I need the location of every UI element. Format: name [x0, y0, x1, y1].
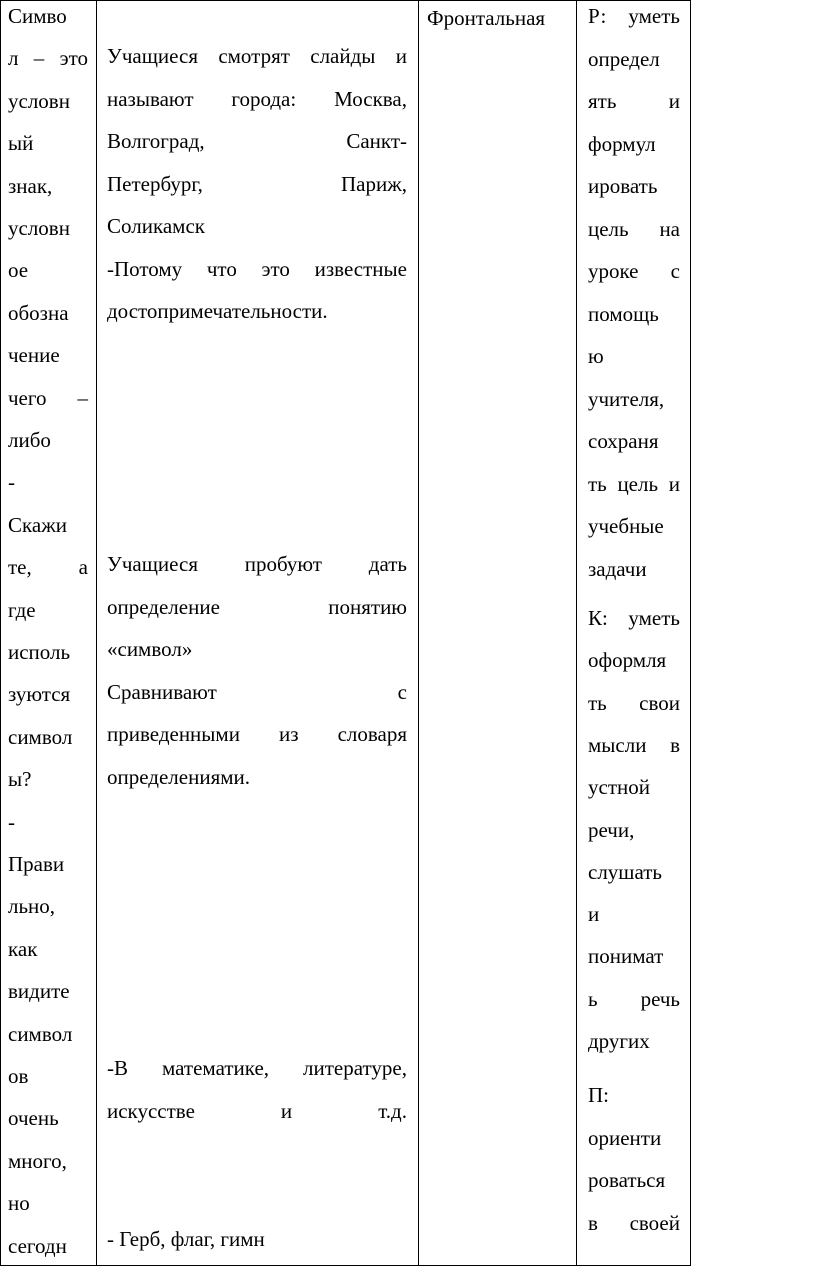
- word: цель: [617, 471, 659, 496]
- column-divider-1: [96, 0, 97, 1266]
- outcome-cognitive-line: [588, 1211, 680, 1235]
- teacher-text-line: символ: [8, 724, 73, 749]
- word: города:: [231, 86, 297, 111]
- student-text-line: [107, 257, 407, 281]
- work-form-label: Фронтальная: [427, 6, 546, 30]
- word: ь: [588, 986, 598, 1011]
- teacher-text-line: видите: [8, 979, 70, 1004]
- word: определение: [107, 594, 220, 619]
- word: –: [33, 46, 45, 71]
- word: что: [206, 256, 237, 281]
- word: известные: [314, 256, 407, 281]
- outcome-communicative-line: [588, 733, 680, 757]
- word: своей: [629, 1210, 680, 1235]
- word: уметь: [628, 4, 680, 28]
- teacher-text-line: но: [8, 1191, 30, 1216]
- word: Учащиеся: [107, 552, 198, 576]
- student-text-line: Соликамск: [107, 214, 205, 238]
- word: уроке: [588, 259, 639, 283]
- teacher-text-line: [8, 555, 88, 579]
- outcome-regulative-line: задачи: [588, 556, 647, 581]
- outcome-communicative-line: [588, 606, 680, 630]
- table-border-right: [690, 0, 691, 1266]
- column-divider-2: [418, 0, 419, 1266]
- outcome-regulative-line: ировать: [588, 174, 658, 198]
- outcome-regulative-line: [588, 89, 680, 113]
- word: смотрят: [218, 44, 290, 68]
- teacher-text-line: льно,: [8, 894, 56, 919]
- teacher-text-line: -: [8, 470, 15, 495]
- teacher-text-line: очень: [8, 1106, 59, 1131]
- teacher-text-line: ов: [8, 1064, 29, 1088]
- outcome-regulative-line: учебные: [588, 514, 664, 538]
- word: Париж,: [341, 171, 407, 196]
- teacher-text-line: символ: [8, 1021, 73, 1046]
- outcome-regulative-line: ю: [588, 344, 604, 368]
- table-border-top: [0, 0, 691, 1]
- word: это: [59, 46, 88, 71]
- word: Санкт-: [346, 129, 407, 153]
- teacher-text-line: зуются: [8, 682, 71, 707]
- word: Сравнивают: [107, 679, 217, 704]
- word: а: [78, 555, 88, 580]
- word: цель: [588, 216, 629, 241]
- student-text-line: [107, 172, 407, 196]
- word: чего: [8, 385, 47, 410]
- word: понятию: [328, 594, 407, 619]
- student-text-line: [107, 722, 407, 746]
- word: ть: [588, 690, 607, 715]
- word: Петербург,: [107, 171, 203, 196]
- word: те,: [8, 555, 32, 580]
- word: -Потому: [107, 256, 183, 281]
- outcome-communicative-line: речи,: [588, 817, 635, 842]
- student-text-line: [107, 680, 407, 704]
- outcome-communicative-line: [588, 691, 680, 715]
- outcome-communicative-line: и: [588, 902, 600, 927]
- word: –: [77, 385, 88, 410]
- word: свои: [639, 690, 680, 715]
- teacher-text-line: чение: [8, 343, 60, 368]
- outcome-communicative-line: слушать: [588, 859, 663, 884]
- word: речь: [640, 986, 680, 1011]
- word: из: [278, 722, 299, 746]
- table-border-bottom: [0, 1265, 691, 1266]
- teacher-text-line: Симво: [8, 4, 67, 28]
- outcome-cognitive-line: роваться: [588, 1168, 666, 1192]
- word: дать: [368, 552, 407, 576]
- outcome-communicative-line: оформля: [588, 648, 667, 673]
- student-text-line: достопримечательности.: [107, 299, 328, 323]
- word: пробуют: [244, 552, 322, 576]
- student-text-line: [107, 1056, 407, 1080]
- word: и: [280, 1098, 293, 1123]
- teacher-text-line: [8, 386, 88, 410]
- outcome-regulative-line: [588, 4, 680, 28]
- word: называют: [107, 86, 194, 111]
- student-text-line: [107, 595, 407, 619]
- word: Волгоград,: [107, 129, 205, 153]
- word: литературе,: [303, 1056, 407, 1080]
- word: математике,: [162, 1056, 270, 1080]
- student-text-line: [107, 1099, 407, 1123]
- word: и: [395, 44, 407, 68]
- outcome-regulative-line: сохраня: [588, 429, 659, 453]
- teacher-text-line: ое: [8, 258, 29, 283]
- word: и: [668, 471, 680, 496]
- teacher-text-line: где: [8, 597, 36, 622]
- teacher-text-line: условн: [8, 216, 70, 240]
- word: -В: [107, 1056, 128, 1080]
- word: К:: [588, 606, 608, 630]
- teacher-text-line: [8, 46, 88, 70]
- word: приведенными: [107, 722, 240, 746]
- word: мысли: [588, 732, 647, 757]
- outcome-regulative-line: [588, 472, 680, 496]
- word: ять: [588, 89, 617, 113]
- outcome-cognitive-line: ориенти: [588, 1125, 662, 1150]
- student-text-line: [107, 552, 407, 576]
- word: это: [261, 256, 290, 281]
- outcome-regulative-line: учителя,: [588, 386, 665, 411]
- teacher-text-line: много,: [8, 1148, 67, 1173]
- word: словаря: [337, 722, 407, 746]
- outcome-regulative-line: [588, 217, 680, 241]
- word: т.д.: [378, 1098, 407, 1123]
- teacher-text-line: ы?: [8, 767, 32, 792]
- outcome-communicative-line: понимат: [588, 944, 664, 969]
- word: в: [670, 732, 680, 757]
- teacher-text-line: Скажи: [8, 512, 67, 537]
- word: ть: [588, 471, 607, 496]
- teacher-text-line: сегодн: [8, 1233, 67, 1258]
- teacher-text-line: условн: [8, 88, 70, 113]
- column-divider-3: [576, 0, 577, 1266]
- outcome-regulative-line: помощь: [588, 301, 659, 326]
- teacher-text-line: знак,: [8, 173, 53, 198]
- word: в: [588, 1210, 598, 1235]
- word: искусстве: [107, 1098, 195, 1123]
- outcome-communicative-line: других: [588, 1029, 650, 1053]
- word: Р:: [588, 4, 607, 28]
- word: слайды: [310, 44, 376, 68]
- teacher-text-line: как: [8, 936, 38, 961]
- word: Москва,: [334, 86, 407, 111]
- student-text-line: «символ»: [107, 637, 193, 661]
- student-text-line: [107, 129, 407, 153]
- word: с: [670, 259, 680, 283]
- outcome-regulative-line: [588, 259, 680, 283]
- word: с: [397, 679, 407, 704]
- outcome-cognitive-line: П:: [588, 1083, 609, 1107]
- teacher-text-line: Прави: [8, 852, 65, 876]
- word: и: [668, 89, 680, 113]
- word: уметь: [628, 606, 680, 630]
- teacher-text-line: -: [8, 809, 15, 834]
- student-text-line: - Герб, флаг, гимн: [107, 1227, 265, 1251]
- student-text-line: определениями.: [107, 764, 251, 789]
- outcome-communicative-line: [588, 987, 680, 1011]
- outcome-communicative-line: устной: [588, 775, 650, 800]
- word: на: [659, 216, 680, 241]
- teacher-text-line: ый: [8, 131, 34, 156]
- table-border-left: [0, 0, 1, 1266]
- outcome-regulative-line: формул: [588, 131, 656, 156]
- teacher-text-line: либо: [8, 428, 51, 452]
- student-text-line: [107, 87, 407, 111]
- word: Учащиеся: [107, 44, 198, 68]
- word: л: [8, 46, 19, 71]
- outcome-regulative-line: определ: [588, 46, 660, 71]
- student-text-line: [107, 44, 407, 68]
- teacher-text-line: исполь: [8, 640, 71, 664]
- teacher-text-line: обозна: [8, 300, 69, 325]
